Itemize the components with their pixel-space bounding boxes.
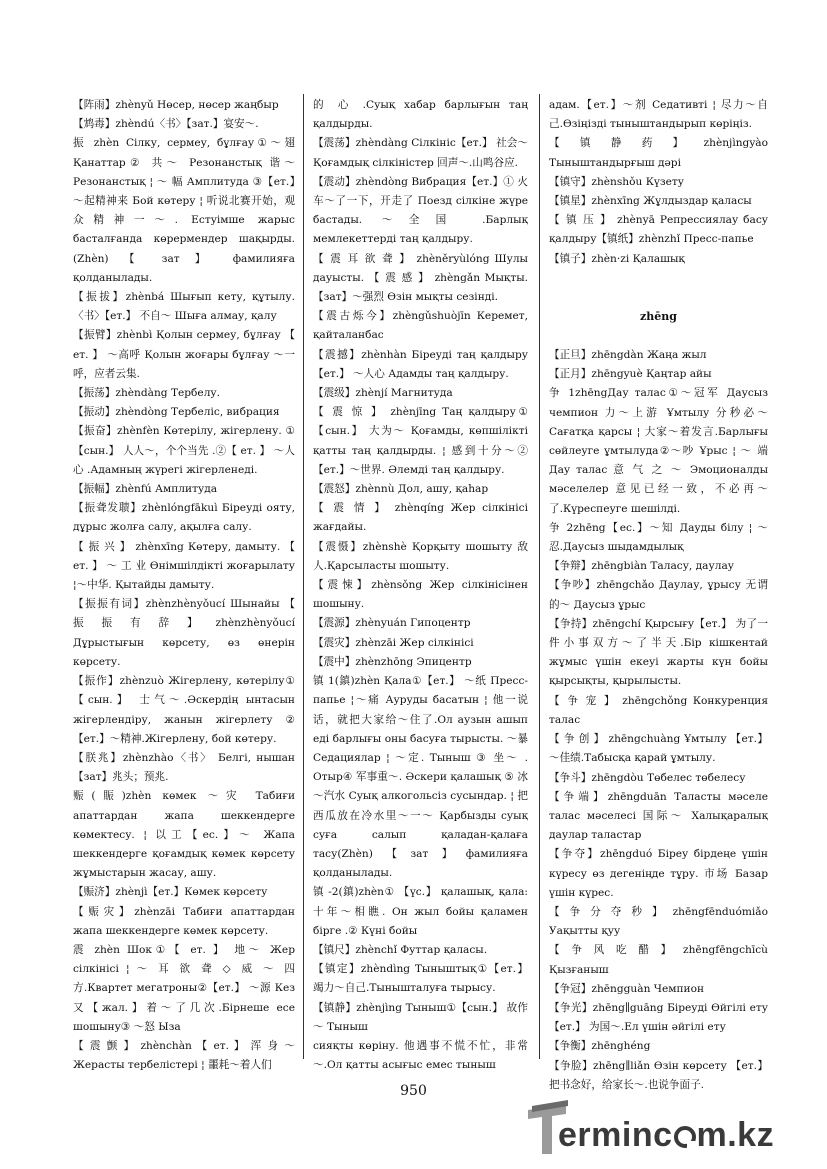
column-divider bbox=[303, 94, 304, 1059]
entry: 【震动】zhèndòng Вибрация【ет.】① 火车～了一下，开走了 Поезд сілкіне жүре бастады. ～全国 .Барлық мемлекеттерді таң қалдыру. bbox=[313, 175, 528, 246]
entry: 【振幅】zhènfú Амплитуда bbox=[73, 483, 218, 496]
column-left bbox=[73, 96, 295, 1075]
entry: 【震慑】zhènshè Қорқыту шошыту 敌人.Қарсыласты шошыту. bbox=[313, 540, 528, 572]
entry: 【镇定】zhèndìng Тыныштық①【ет.】 竭力～自己.Тынышталуға тырысу. bbox=[313, 963, 528, 995]
entry: 【震中】zhènzhōng Эпицентр bbox=[313, 655, 472, 668]
entry: 【 振 兴 】 zhènxīng Көтеру, дамыту. 【 ет. 】 ～ 工 业 Өнімшілдікті жоғарылату ¦～中华. Қытайды дамыту. bbox=[73, 540, 295, 592]
column-divider bbox=[539, 94, 540, 1059]
column-middle bbox=[313, 96, 528, 1075]
entry: 【朕兆】zhènzhào〈书〉 Белгі, нышан 【зат】兆头；预兆. bbox=[73, 751, 295, 784]
column-right bbox=[549, 96, 768, 1095]
entry: 【争夺】zhēngduó Біреу бірдеңе үшін күресу өз дегеніңде тұру. 市场 Базар үшін күрес. bbox=[549, 848, 768, 899]
entry: 的 心 .Суық хабар барлығын таң қалдырды. bbox=[313, 99, 528, 131]
entry: сияқты көріну. 他遇事不慌不忙，非常～.Ол қатты асығыс емес тыныш bbox=[313, 1039, 528, 1072]
entry: 争 2zhēng【ес.】～知 Дауды білу ¦ ～忍.Даусыз шыдамдылық bbox=[549, 521, 768, 554]
entry: 【阵雨】zhènyǔ Нөсер, нөсер жаңбыр bbox=[73, 99, 279, 111]
entry: 【镇守】zhènshǒu Күзету bbox=[549, 175, 685, 188]
entry: 【振荡】zhèndàng Тербелу. bbox=[73, 387, 221, 400]
entry: 【争脸】zhēng∥liǎn Өзін көрсету 【ет.】 把书念好，给家长～.也说争面子. bbox=[549, 1059, 768, 1091]
entry: 【争持】zhēngchí Қырсығу【ет.】 为了一件小事双方～了半天.Бір кішкентай жұмыс үшін екеуі жарты күн бойы қырсықты, қырылысты. bbox=[549, 617, 768, 688]
entry: 【正月】zhēngyuè Қаңтар айы bbox=[549, 368, 712, 381]
entry: 【震撼】zhènhàn Біреуді таң қалдыру 【ет.】 ～人心 Адамды таң қалдыру. bbox=[313, 348, 528, 380]
page-number: 950 bbox=[400, 1083, 427, 1099]
entry: 【 争 宠 】 zhēngchǒng Конкуренция талас bbox=[549, 694, 768, 726]
logo-text: erminc m.kz bbox=[558, 1116, 775, 1154]
entry: 【振振有词】zhènzhènyǒucí Шынайы 【 振 振 有 辞 】 zhènzhènyǒucí Дұрыстығын көрсету, өз өнерін көрсету. bbox=[73, 598, 295, 668]
entry: 【振奋】zhènfèn Көтерілу, жігерлену. ①【сын.】 人人～，个个当先 .②【 ет. 】 ～人心 .Адамның жүрегі жігерленеді. bbox=[73, 425, 295, 476]
entry: 【 震 惊 】 zhènjīng Таң қалдыру① 【сын.】 大为～ Қоғамды, көпшілікті қатты таң қалдырды. ¦ 感到十分～② 【ет.】～世界. Әлемді таң қалдыру. bbox=[313, 406, 528, 476]
entry: 【 镇 压 】 zhènyā Репрессиялау басу қалдыру【镇纸】zhènzhǐ Пресс-папье bbox=[549, 214, 768, 246]
entry: 振 zhèn Сілку, сермеу, бұлғау①～翅 Қанаттар② 共～ Резонанстық 谐～ Резонанстық ¦ ～ 幅 Амплитуда ③【ет.】～起精神来 Бой көтеру ¦ 听说北赛开始，观众精神一～. Естуімше жарыс басталғанда көрермендер шақырды.(Zhèn) 【 зат 】 фамилияға қолданылады. bbox=[73, 137, 295, 284]
entry: 赈(賑)zhèn көмек ～灾 Табиғи апаттардан жапа шеккендерге көмектесу. ¦ 以工【ес.】～ Жапа шеккендерге қоғамдық көмек көрсету жұмыстарын жасау, ашу. bbox=[73, 790, 295, 880]
entry: 镇 1(鎮)zhèn Қала①【ет.】 ～纸 Пресс-папье ¦～痛 Ауруды басатын ¦ 他一说话，就把大家给～住了.Ол аузын ашып еді барлығы оны басуға тырысты. ～暴 Седациялар ¦ ～定. Тыныш ③ 坐～ . Отыр④ 军事重～. Әскери қалашық ⑤ 冰～汽水 Суық алкогольсіз сусындар. ¦ 把西瓜放在冷水里～一～ Қарбызды суық суға салып қаладан-қалаға тасу(Zhèn)【зат】фамилияға қолданылады. bbox=[313, 675, 528, 880]
entry: 【震源】zhènyuán Гипоцентр bbox=[313, 617, 471, 630]
logo-o-icon bbox=[673, 1125, 697, 1149]
entry: 【镇尺】zhènchǐ Футтар қаласы. bbox=[313, 943, 488, 956]
entry: 【争斗】zhēngdòu Төбелес төбелесу bbox=[549, 771, 746, 784]
entry: 【镇星】zhènxīng Жұлдыздар қаласы bbox=[549, 195, 752, 208]
entry: 争 1zhēngДау талас①～冠军 Даусыз чемпион 力～上游 Ұмтылу 分秒必～Сағатқа қарсы ¦ 大家～着发言.Барлығы сөйлеуге ұмтылуда②～吵 Ұрыс ¦ ～ 端 Дау талас 意 气 之 ～ Эмоционалды мәселелер 意见已经一致，不必再～了.Күреспеуге шешілді. bbox=[549, 387, 768, 515]
entry: 【赈济】zhènjì【ет.】Көмек көрсету bbox=[73, 886, 268, 899]
entry: 【 争 分 夺 秒 】 zhēngfēnduómiǎo Уақытты қуу bbox=[549, 905, 768, 938]
entry: 【 震 耳 欲 聋 】 zhèněryùlóng Шулы дауысты. 【 震 感 】 zhèngǎn Мықты. 【зат】～强烈 Өзін мықты сезінді. bbox=[313, 252, 528, 304]
section-heading: zhēng bbox=[640, 309, 677, 323]
entry: 【正旦】zhēngdàn Жаңа жыл bbox=[549, 349, 707, 362]
entry: 【振臂】zhènbì Қолын сермеу, бұлғау 【 ет. 】 ～高呼 Қолын жоғары бұлғау ～一呼，应者云集. bbox=[73, 329, 295, 380]
entry: 震 zhèn Шок①【 ет. 】 地～ Жер сілкінісі ¦ ～ 耳 欲 聋 ◇ 威 ～ 四 方.Квартет мегатроны②【ет.】 ～源 Кез 又【жал.】着～了几次.Бірнеше есе шошыну③ ～怒 Ыза bbox=[73, 943, 295, 1033]
entry: 【争光】zhēng∥guāng Біреуді Өйгілі ету【ет.】 为国～.Ел үшін әйгілі ету bbox=[549, 1001, 768, 1034]
entry: 【震怒】zhènnù Дол, ашу, қаһар bbox=[313, 483, 489, 496]
entry: 【振聋发聩】zhènlóngfākuì Біреуді ояту, дұрыс жолға салу, ақылға салу. bbox=[73, 502, 295, 534]
entry: 【赈灾】zhènzāi Табиғи апаттардан жапа шеккендерге көмек көрсету. bbox=[73, 905, 295, 937]
entry: 【振动】zhèndòng Тербеліс, вибрация bbox=[73, 406, 280, 419]
entry: 【振作】zhènzuò Жігерлену, көтерілу① 【сын.】 士气～.Әскердің ынтасын жігерлендіру, жанын жігерлету ② 【ет.】～精神.Жігерлену, бой көтеру. bbox=[73, 675, 295, 745]
entry: 【震古烁今】zhèngǔshuòjīn Керемет, қайталанбас bbox=[313, 310, 528, 342]
entry: 【震灾】zhènzāi Жер сілкінісі bbox=[313, 636, 474, 649]
entry: 【镇子】zhèn·zi Қалашық bbox=[549, 252, 685, 265]
entry: 【震悚】zhènsǒng Жер сілкінісінен шошыну. bbox=[313, 579, 528, 611]
entry: 【 震 情 】 zhènqíng Жер сілкінісі жағдайы. bbox=[313, 502, 528, 534]
entry: 【争冠】zhēngguàn Чемпион bbox=[549, 982, 705, 995]
entry: адам.【ет.】～剂 Седативті ¦ 尽力～自己.Өзіңізді тыныштандырып көріңіз. bbox=[549, 99, 768, 131]
entry: 【争端】zhēngduān Таласты мәселе талас мәселесі 国际～ Халықаралық даулар таластар bbox=[549, 790, 768, 842]
entry: 镇 -2(鎮)zhèn① 【үс.】 қалашық, қала: 十年～相瞧. Он жыл бойы қаламен бірге .② Күні бойы bbox=[313, 886, 528, 937]
entry: 【争吵】zhēngchǎo Даулау, ұрысу 无谓的～ Даусыз ұрыс bbox=[549, 579, 768, 611]
entry: 【争衡】zhēnghéng bbox=[549, 1040, 651, 1053]
site-logo bbox=[528, 1100, 818, 1160]
entry: 【振拔】zhènbá Шығып кету, құтылу. 〈书〉【ет.】 不自～ Шыға алмау, қалу bbox=[73, 291, 295, 323]
entry: 【鸩毒】zhèndú〈书〉【зат.】宴安～. bbox=[73, 118, 259, 131]
entry: 【震荡】zhèndàng Сілкініс【ет.】 社会～ Қоғамдық сілкіністер 回声～.山鸣谷应. bbox=[313, 137, 528, 169]
entry: 【震级】zhènjí Магнитуда bbox=[313, 387, 453, 400]
entry: 【 震 颤 】 zhènchàn 【 ет. 】 浑 身 ～ Жерасты тербелістері ¦ 噩耗～着人们 bbox=[73, 1039, 295, 1072]
entry: 【 争 创 】 zhēngchuàng Ұмтылу 【ет.】 ～佳绩.Табысқа қарай ұмтылу. bbox=[549, 733, 768, 765]
entry: 【镇静】zhènjìng Тыныш①【сын.】 故作～ Тыныш bbox=[313, 1001, 528, 1033]
entry: 【争辩】zhēngbiàn Таласу, даулау bbox=[549, 560, 735, 573]
entry: 【 镇 静 药 】 zhènjìngyào Тыныштандырғыш дәрі bbox=[549, 137, 768, 169]
entry: 【 争 风 吃 醋 】 zhēngfēngchīcù Қызғаныш bbox=[549, 944, 768, 976]
